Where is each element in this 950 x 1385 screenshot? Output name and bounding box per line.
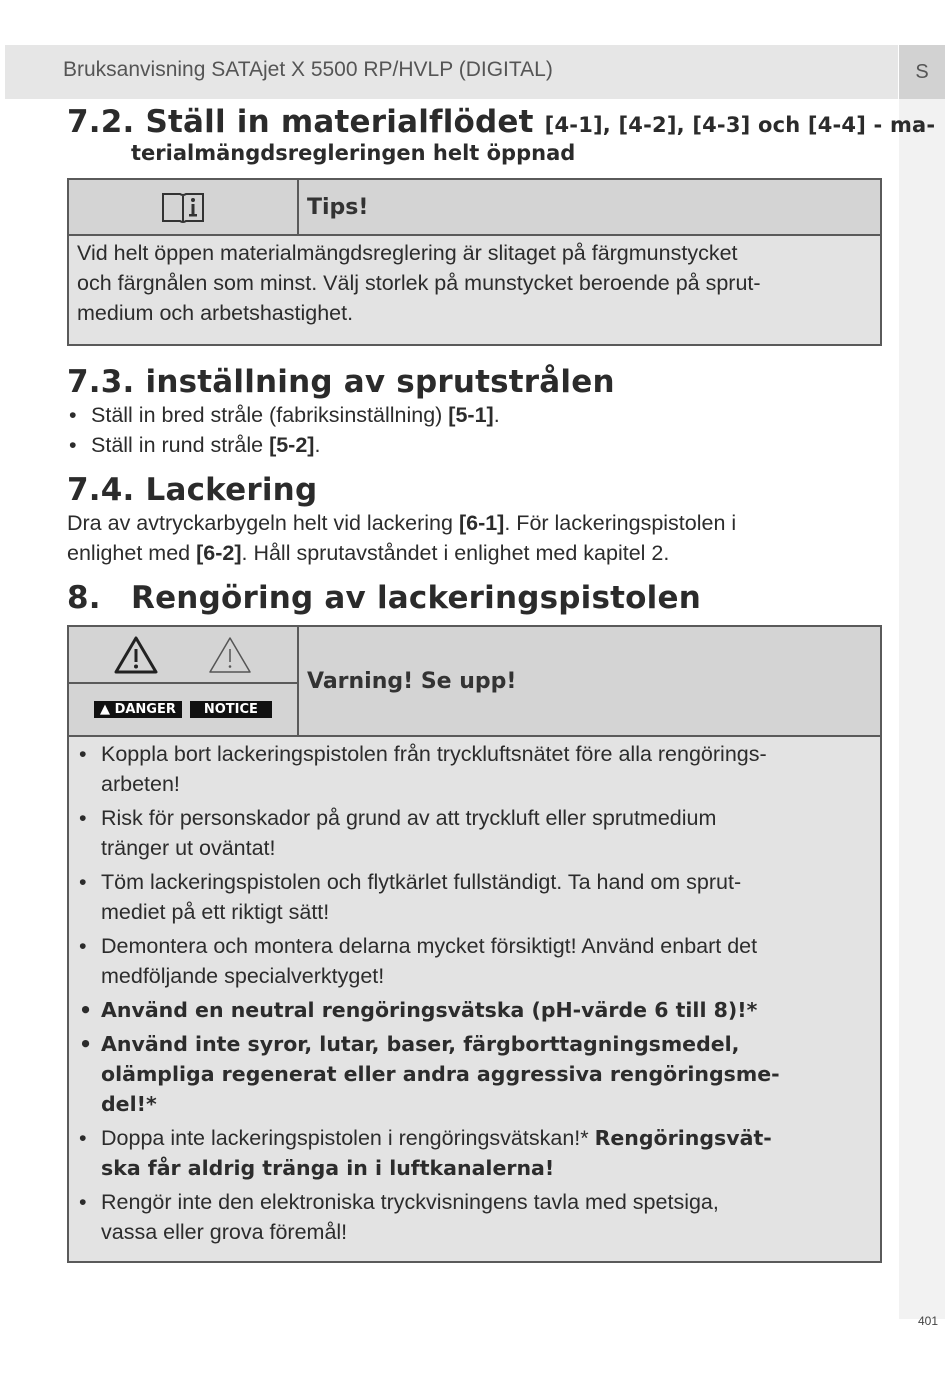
section-number: 7.3.: [67, 364, 135, 400]
warning-item-bold: [77, 995, 870, 1025]
section-title: Rengöring av lackeringspistolen: [131, 580, 701, 616]
figure-ref: [5-1]: [448, 403, 494, 427]
warning-label: Varning! Se upp!: [307, 668, 517, 694]
section-7-2-heading-continued: terialmängdsregleringen helt öppnad: [131, 141, 576, 165]
section-7-2-heading: [67, 104, 935, 140]
item-line: • Rengör inte den elektroniska tryckvisningens tavla med spetsiga,: [101, 1190, 719, 1214]
danger-text: DANGER: [114, 702, 176, 717]
warning-item: [77, 1123, 870, 1183]
header-title: Bruksanvisning SATAjet X 5500 RP/HVLP (DIGITAL): [63, 58, 553, 81]
notice-badge: NOTICE: [190, 701, 272, 718]
list-item-text: Ställ in bred stråle (fabriksinställning): [91, 403, 449, 427]
tip-line: och färgnålen som minst. Välj storlek på munstycket beroende på sprut-: [77, 271, 761, 295]
item-line: • Risk för personskador på grund av att tryckluft eller sprutmedium: [101, 806, 717, 830]
signal-word-badges: [69, 684, 297, 735]
item-line: mediet på ett riktigt sätt!: [101, 900, 330, 924]
warning-triangle-outline-icon: [207, 635, 253, 675]
text: enlighet med: [67, 541, 197, 565]
text: . Håll sprutavståndet i enlighet med kapitel 2.: [241, 541, 670, 565]
language-tab: S: [899, 45, 945, 99]
section-8-heading: [67, 580, 701, 616]
item-line: medföljande specialverktyget!: [101, 964, 385, 988]
warning-item: [77, 803, 870, 863]
item-text: Doppa inte lackeringspistolen i rengöringsvätskan!*: [101, 1126, 595, 1150]
section-7-3-list: [67, 400, 500, 460]
item-line: tränger ut oväntat!: [101, 836, 276, 860]
item-line: • Använd inte syror, lutar, baser, färgborttagningsmedel,: [101, 1032, 740, 1056]
warning-triangles: [69, 627, 297, 684]
text: Dra av avtryckarbygeln helt vid lackering: [67, 511, 459, 535]
section-title: inställning av sprutstrålen: [145, 364, 615, 400]
book-info-icon: [160, 190, 206, 224]
warning-item-bold: [77, 1029, 870, 1119]
list-item: [67, 430, 500, 460]
warning-box: [67, 625, 882, 1263]
warning-box-header: [69, 627, 880, 737]
item-line: • Töm lackeringspistolen och flytkärlet fullständigt. Ta hand om sprut-: [101, 870, 742, 894]
tip-text: [69, 236, 880, 338]
warning-icon-cell: [69, 627, 299, 735]
tip-box: [67, 178, 882, 346]
warning-list: [69, 737, 880, 1259]
paragraph-line: [67, 508, 877, 538]
tip-box-header: [69, 180, 880, 236]
paragraph-line: [67, 538, 877, 568]
section-refs: [4-1], [4-2], [4-3] och [4-4] - ma-: [544, 113, 936, 137]
text: . För lackeringspistolen i: [504, 511, 737, 535]
item-line: arbeten!: [101, 772, 180, 796]
list-item: [67, 400, 500, 430]
item-line: • Koppla bort lackeringspistolen från tryckluftsnätet före alla rengörings-: [101, 742, 767, 766]
page-number: 401: [918, 1314, 939, 1328]
tip-icon-cell: [69, 180, 299, 234]
item-line: vassa eller grova föremål!: [101, 1220, 348, 1244]
section-number: 7.2.: [67, 104, 135, 140]
tip-line: Vid helt öppen materialmängdsreglering är slitaget på färgmunstycket: [77, 241, 738, 265]
warning-item: [77, 867, 870, 927]
item-text-bold: Rengöringsvät-: [594, 1126, 772, 1150]
item-line: [101, 1123, 870, 1153]
tip-label: Tips!: [307, 194, 369, 220]
section-7-4-paragraph: [67, 508, 877, 568]
warning-item: [77, 739, 870, 799]
section-title: Ställ in materialflödet: [145, 104, 534, 140]
section-7-4-heading: [67, 472, 317, 508]
tip-line: medium och arbetshastighet.: [77, 301, 354, 325]
item-line: ska får aldrig tränga in i luftkanalerna!: [101, 1156, 555, 1180]
figure-ref: [6-1]: [458, 511, 505, 535]
item-line: del!*: [101, 1092, 157, 1116]
section-number: 8.: [67, 580, 101, 616]
list-item-tail: .: [314, 433, 321, 457]
warning-item: [77, 1187, 870, 1247]
section-title: Lackering: [145, 472, 318, 508]
warning-item: [77, 931, 870, 991]
section-7-3-heading: [67, 364, 615, 400]
list-item-text: Ställ in rund stråle: [91, 433, 270, 457]
right-margin-rail: [899, 99, 945, 1319]
item-line: olämpliga regenerat eller andra aggressiva rengöringsme-: [101, 1062, 780, 1086]
item-line: • Demontera och montera delarna mycket försiktigt! Använd enbart det: [101, 934, 758, 958]
item-line: • Använd en neutral rengöringsvätska (pH-värde 6 till 8)!*: [101, 998, 758, 1022]
warning-triangle-icon: [113, 635, 159, 675]
figure-ref: [6-2]: [196, 541, 242, 565]
danger-badge: ▲ DANGER: [94, 701, 182, 718]
figure-ref: [5-2]: [269, 433, 315, 457]
section-number: 7.4.: [67, 472, 135, 508]
list-item-tail: .: [493, 403, 500, 427]
